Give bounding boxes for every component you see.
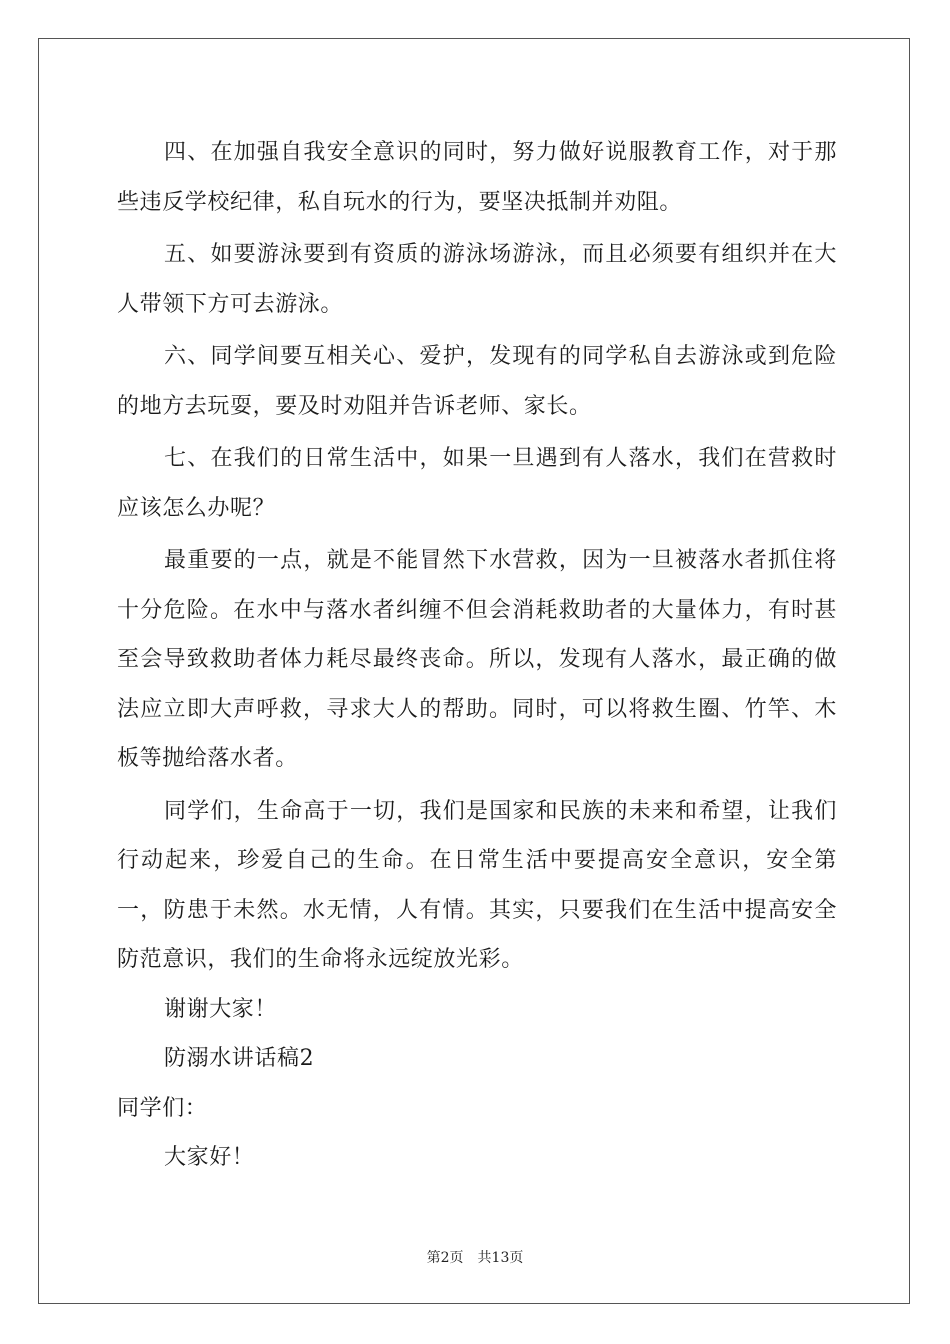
salutation: 同学们： xyxy=(117,1095,208,1121)
paragraph-4: 四、在加强自我安全意识的同时，努力做好说服教育工作，对于那些违反学校纪律，私自玩水的行为，要坚决抵制并劝阻。 xyxy=(117,140,837,215)
page-total: 共13页 xyxy=(477,1250,524,1266)
page-number: 第2页 xyxy=(426,1250,464,1266)
paragraph-thanks: 谢谢大家！ xyxy=(164,996,278,1022)
section-title: 防溺水讲话稿2 xyxy=(164,1046,315,1071)
paragraph-rescue: 最重要的一点，就是不能冒然下水营救，因为一旦被落水者抓住将十分危险。在水中与落水者纠缠不但会消耗救助者的大量体力，有时甚至会导致救助者体力耗尽最终丧命。所以，发现有人落水，最正确的做法应立即大声呼救，寻求大人的帮助。同时，可以将救生圈、竹竿、木板等抛给落水者。 xyxy=(117,548,837,771)
paragraph-7: 七、在我们的日常生活中，如果一旦遇到有人落水，我们在营救时应该怎么办呢？ xyxy=(117,446,837,521)
document-body xyxy=(117,128,837,1183)
paragraph-6: 六、同学间要互相关心、爱护，发现有的同学私自去游泳或到危险的地方去玩耍，要及时劝阻并告诉老师、家长。 xyxy=(117,344,837,419)
paragraph-conclusion: 同学们，生命高于一切，我们是国家和民族的未来和希望，让我们行动起来，珍爱自己的生命。在日常生活中要提高安全意识，安全第一，防患于未然。水无情，人有情。其实，只要我们在生活中提高安全防范意识，我们的生命将永远绽放光彩。 xyxy=(117,798,837,972)
page-footer xyxy=(0,1247,950,1267)
paragraph-5: 五、如要游泳要到有资质的游泳场游泳，而且必须要有组织并在大人带领下方可去游泳。 xyxy=(117,242,837,317)
greeting: 大家好！ xyxy=(164,1145,255,1170)
